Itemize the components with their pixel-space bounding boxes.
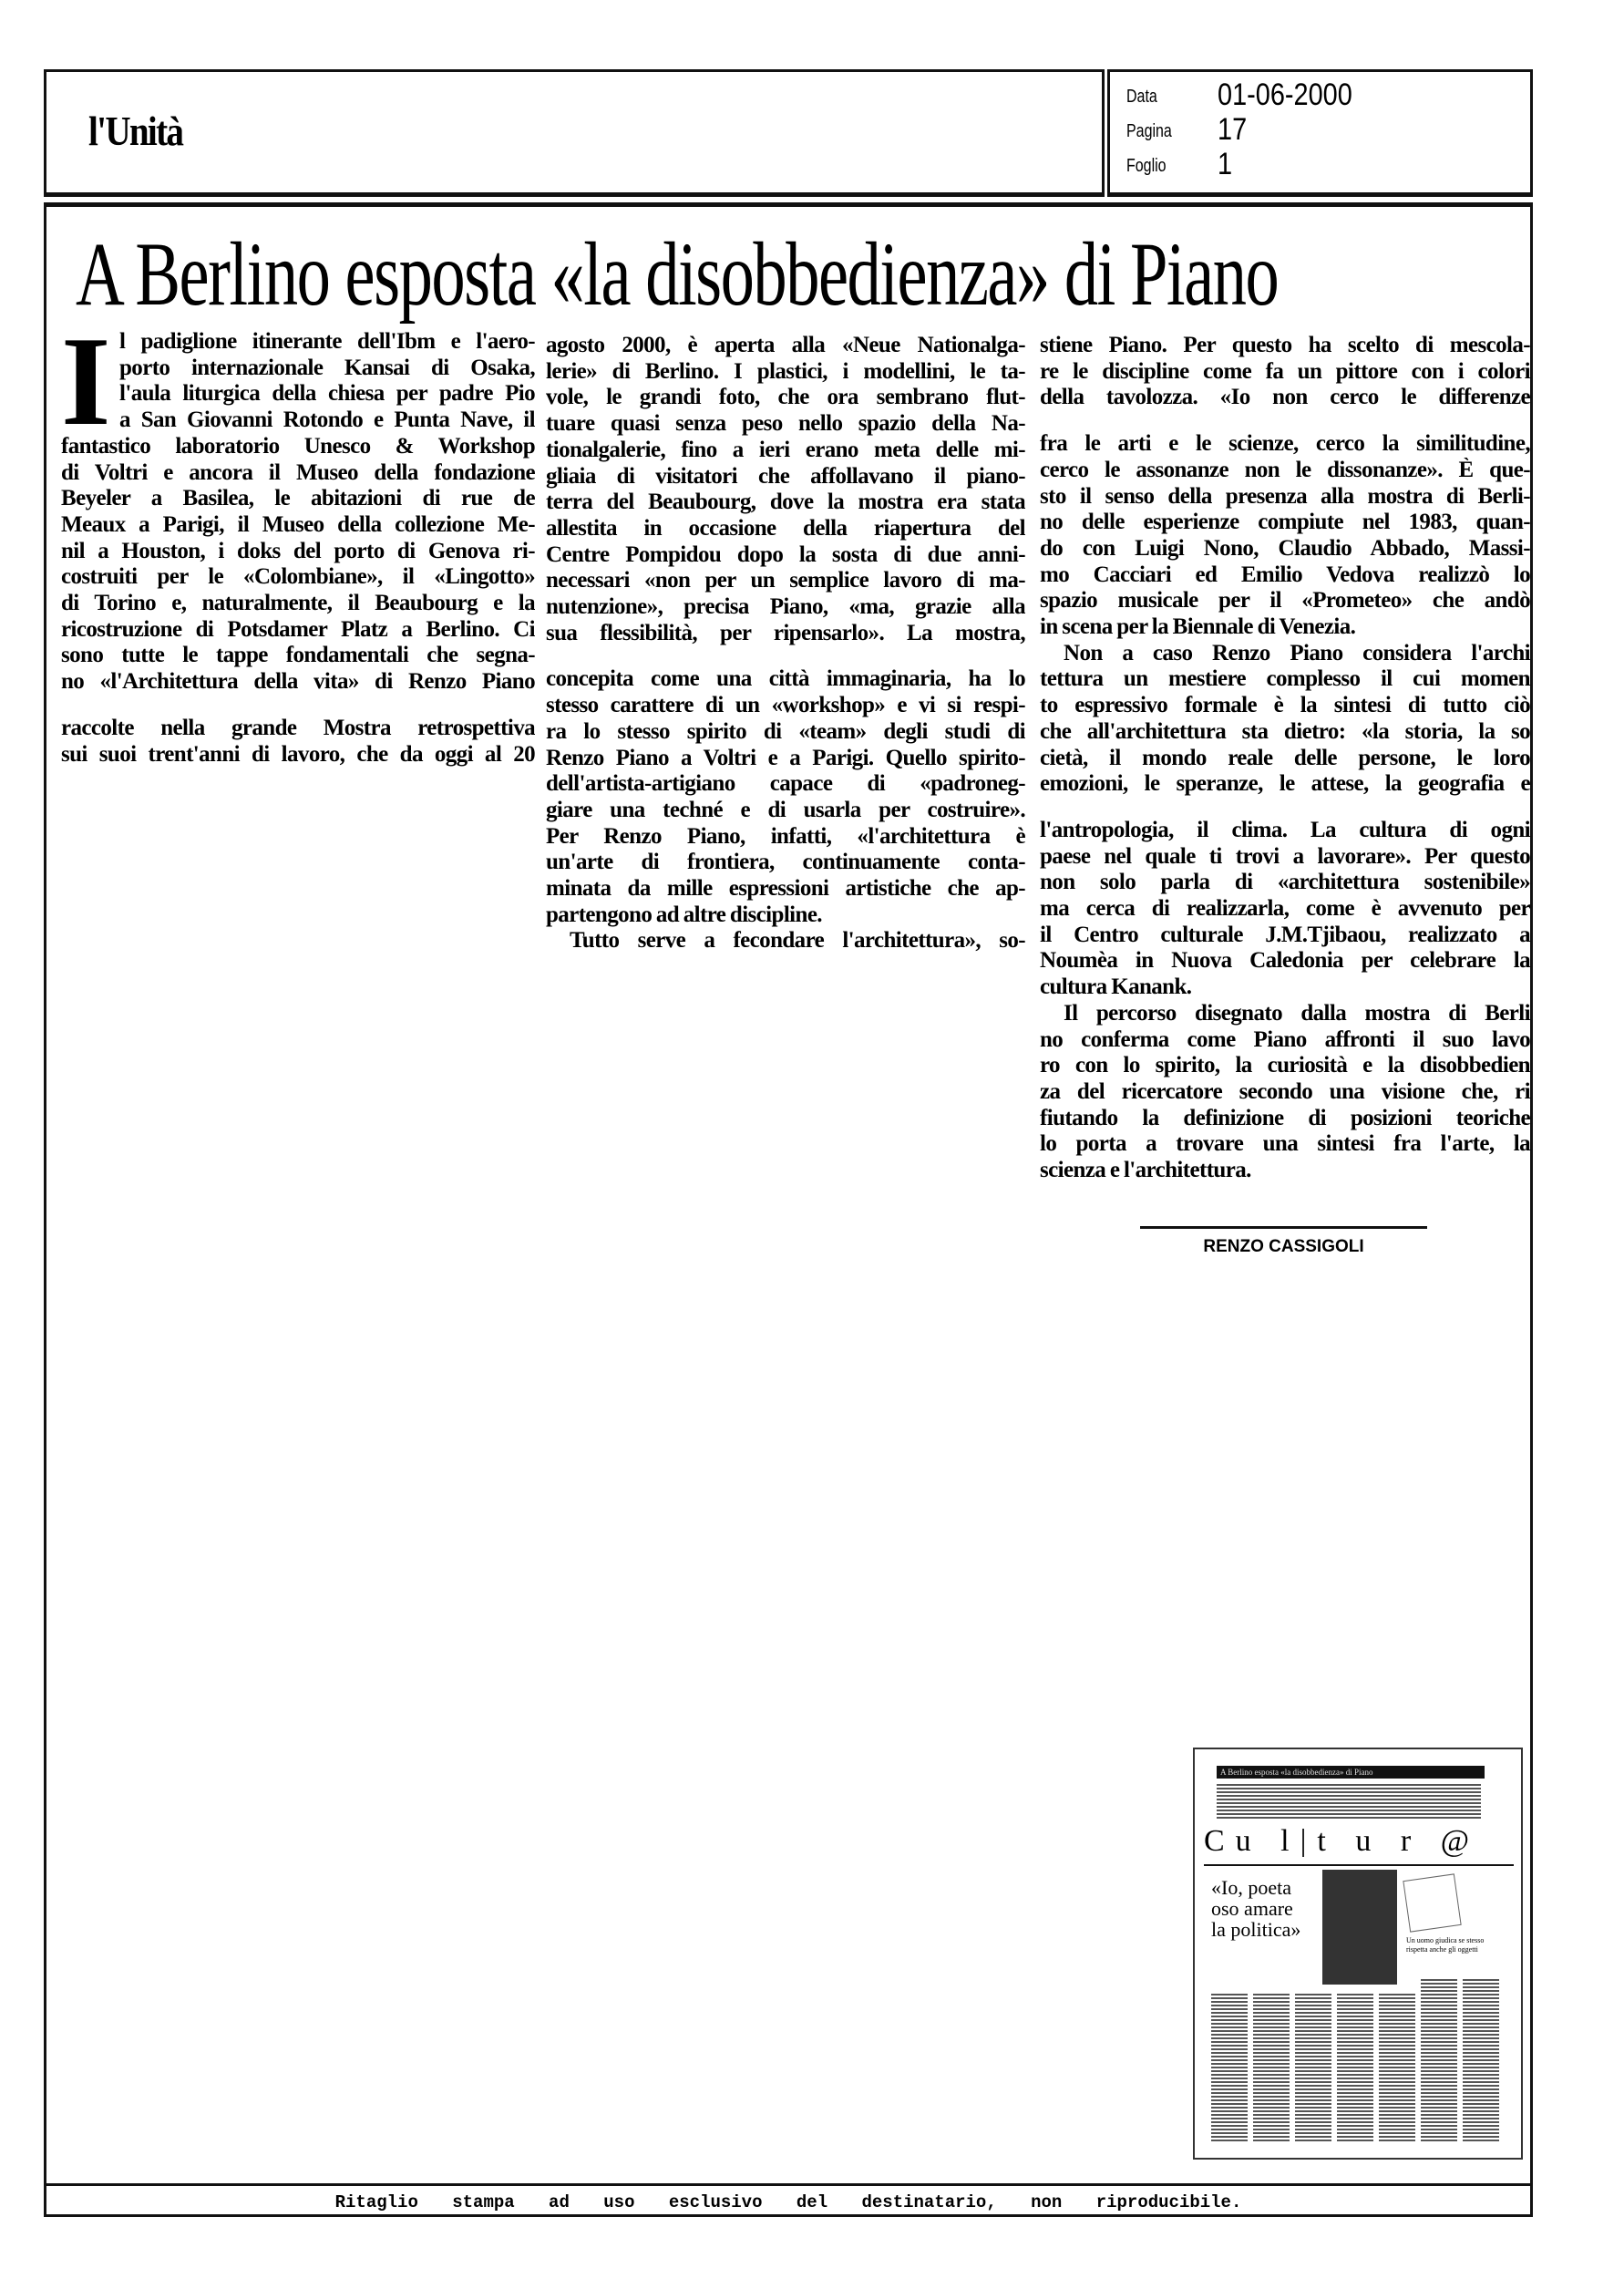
text-line: to espressivo formale è la sintesi di tutto ciò [1040,693,1530,718]
data-value: 01-06-2000 [1218,77,1352,112]
foglio-label: Foglio [1126,156,1167,176]
text-line: stiene Piano. Per questo ha scelto di mescola- [1040,333,1530,357]
foglio-value: 1 [1218,147,1233,181]
text-line: scienza e l'architettura. [1040,1158,1251,1183]
paragraph-block [1040,333,1530,411]
text-line: costruiti per le «Colombiane», il «Lingotto» [61,564,535,590]
metadata-box [1107,69,1533,197]
paragraph-block [546,666,1025,954]
text-line: della tavolozza. «Io non cerco le differenze [1040,385,1530,410]
page-thumbnail [1193,1748,1523,2160]
thumbnail-text-texture [1295,1992,1331,2143]
text-line: Renzo Piano a Voltri e a Parigi. Quello spirito- [546,745,1025,770]
paragraph-block [61,329,535,696]
text-line: re le discipline come fa un pittore con i colori [1040,358,1530,384]
newspaper-logo: l'Unità [88,108,183,154]
text-line: che all'architettura sta dietro: «la storia, la so [1040,718,1530,744]
text-line: Non a caso Renzo Piano considera l'archi [1064,640,1530,665]
text-line: fiutando la definizione di posizioni teoriche [1040,1105,1530,1130]
pagina-label: Pagina [1126,121,1172,141]
thumbnail-text-texture [1421,1977,1457,2143]
text-line: paese nel quale ti trovi a lavorare». Per questo [1040,843,1530,869]
text-line: ra lo stesso spirito di «team» degli studi di [546,718,1025,744]
thumbnail-quote: «Io, poeta oso amare la politica» [1211,1876,1301,1941]
thumbnail-image [1403,1873,1461,1932]
thumbnail-caption: Un uomo giudica se stesso rispetta anche gli oggetti [1406,1936,1485,1954]
article-column-2 [546,333,1025,975]
article-box [44,202,1533,2217]
text-line: l'antropologia, il clima. La cultura di ogni [1040,817,1530,842]
text-line: Tutto serve a fecondare l'architettura», so- [570,928,1025,954]
text-line: porto internazionale Kansai di Osaka, [119,355,535,380]
text-line: ricostruzione di Potsdamer Platz a Berlino. Ci [61,616,535,642]
text-line: Beyeler a Basilea, le abitazioni di rue de [61,486,535,511]
text-line: cerco le assonanze non le dissonanze». È que- [1040,457,1530,482]
text-line: giare una techné e di usarla per costruire». [546,797,1025,822]
thumbnail-text-texture [1211,1992,1248,2143]
text-line: Per Renzo Piano, infatti, «l'architettura è [546,823,1025,849]
text-line: dell'artista-artigiano capace di «padroneg- [546,771,1025,797]
text-line: nutenzione», precisa Piano, «ma, grazie alla [546,594,1025,620]
text-line: Noumèa in Nuova Caledonia per celebrare la [1040,948,1530,974]
text-line: fantastico laboratorio Unesco & Workshop [61,433,535,459]
text-line: ma cerca di realizzarla, come è avvenuto per [1040,896,1530,922]
text-line: lo porta a trovare una sintesi fra l'arte, la [1040,1131,1530,1157]
text-line: do con Luigi Nono, Claudio Abbado, Massi- [1040,535,1530,561]
thumbnail-divider [1204,1864,1514,1866]
text-line: tuare quasi senza peso nello spazio della Na- [546,411,1025,437]
thumbnail-text-texture [1253,1992,1290,2143]
text-line: agosto 2000, è aperta alla «Neue Nationalga- [546,333,1025,357]
text-line: sto il senso della presenza alla mostra di Berli- [1040,483,1530,509]
article-column-1 [61,329,535,788]
drop-cap: I [61,329,110,452]
text-line: tionalgalerie, fino a ieri erano meta delle mi- [546,437,1025,462]
text-line: ro con lo spirito, la curiosità e la disobbedien [1040,1053,1530,1078]
paragraph-block [1040,431,1530,798]
text-line: gliaia di visitatori che affollavano il piano- [546,463,1025,489]
text-line: concepita come una città immaginaria, ha lo [546,666,1025,692]
text-line: spazio musicale per il «Prometeo» che andò [1040,588,1530,614]
paragraph-block [546,333,1025,646]
thumbnail-headline-band: A Berlino esposta «la disobbedienza» di Piano [1217,1766,1485,1779]
text-line: mo Cacciari ed Emilio Vedova realizzò lo [1040,562,1530,587]
text-line: nil a Houston, i doks del porto di Genova ri- [61,538,535,563]
thumbnail-section-title: Cu l|t u r @ [1204,1824,1481,1858]
text-line: za del ricercatore secondo una visione che, ri [1040,1078,1530,1104]
text-line: no delle esperienze compiute nel 1983, quan- [1040,510,1530,535]
byline: RENZO CASSIGOLI [1203,1237,1364,1256]
text-line: sui suoi trent'anni di lavoro, che da oggi al 20 [61,741,535,767]
text-line: vole, le grandi foto, che ora sembrano flut- [546,385,1025,410]
text-line: necessari «non per un semplice lavoro di ma- [546,568,1025,593]
pagina-value: 17 [1218,112,1248,147]
text-line: emozioni, le speranze, le attese, la geografia e [1040,771,1530,797]
text-line: Il percorso disegnato dalla mostra di Berli [1064,1000,1530,1026]
text-line: di Torino e, naturalmente, il Beaubourg e la [61,591,535,616]
text-line: Meaux a Parigi, il Museo della collezione Me- [61,511,535,537]
text-line: lerie» di Berlino. I plastici, i modellini, le ta- [546,358,1025,384]
text-line: raccolte nella grande Mostra retrospettiva [61,715,535,740]
text-line: stesso carattere di un «workshop» e vi si respi- [546,693,1025,718]
thumbnail-text-texture [1463,1977,1499,2143]
byline-rule [1140,1226,1427,1229]
text-line: cietà, il mondo reale delle persone, le loro [1040,745,1530,770]
thumbnail-text-texture [1217,1782,1481,1820]
text-line: non solo parla di «architettura sostenibile» [1040,870,1530,895]
text-line: allestita in occasione della riapertura del [546,515,1025,541]
paragraph-block [61,716,535,768]
footer-divider [46,2183,1530,2186]
text-line: in scena per la Biennale di Venezia. [1040,614,1356,640]
text-line: no conferma come Piano affronti il suo lavo [1040,1026,1530,1052]
thumbnail-text-texture [1379,1992,1415,2143]
data-label: Data [1126,87,1157,107]
text-line: minata da mille espressioni artistiche che ap- [546,876,1025,902]
text-line: il Centro culturale J.M.Tjibaou, realizzato a [1040,922,1530,947]
thumbnail-photo [1322,1870,1397,1985]
text-line: tettura un mestiere complesso il cui momen [1040,666,1530,692]
text-line: partengono ad altre discipline. [546,902,822,927]
text-line: a San Giovanni Rotondo e Punta Nave, il [119,407,535,433]
article-headline: A Berlino esposta «la disobbedienza» di Piano [76,223,1279,325]
text-line: sono tutte le tappe fondamentali che segna- [61,643,535,668]
text-line: cultura Kanank. [1040,975,1192,1000]
thumbnail-text-texture [1337,1992,1373,2143]
text-line: fra le arti e le scienze, cerco la similitudine, [1040,431,1530,457]
text-line: un'arte di frontiera, continuamente conta- [546,850,1025,875]
article-column-3 [1040,333,1530,1204]
text-line: sua flessibilità, per ripensarlo». La mostra, [546,620,1025,645]
paragraph-block [1040,818,1530,1184]
masthead-box [44,69,1105,197]
text-line: l'aula liturgica della chiesa per padre Pio [119,381,535,407]
text-line: Centre Pompidou dopo la sosta di due anni- [546,541,1025,567]
text-line: di Voltri e ancora il Museo della fondazione [61,459,535,485]
text-line: terra del Beaubourg, dove la mostra era stata [546,490,1025,515]
text-line: l padiglione itinerante dell'Ibm e l'aero- [119,329,535,354]
text-line: no «l'Architettura della vita» di Renzo Piano [61,669,535,695]
footer-notice: Ritaglio stampa ad uso esclusivo del destinatario, non riproducibile. [334,2192,1242,2212]
